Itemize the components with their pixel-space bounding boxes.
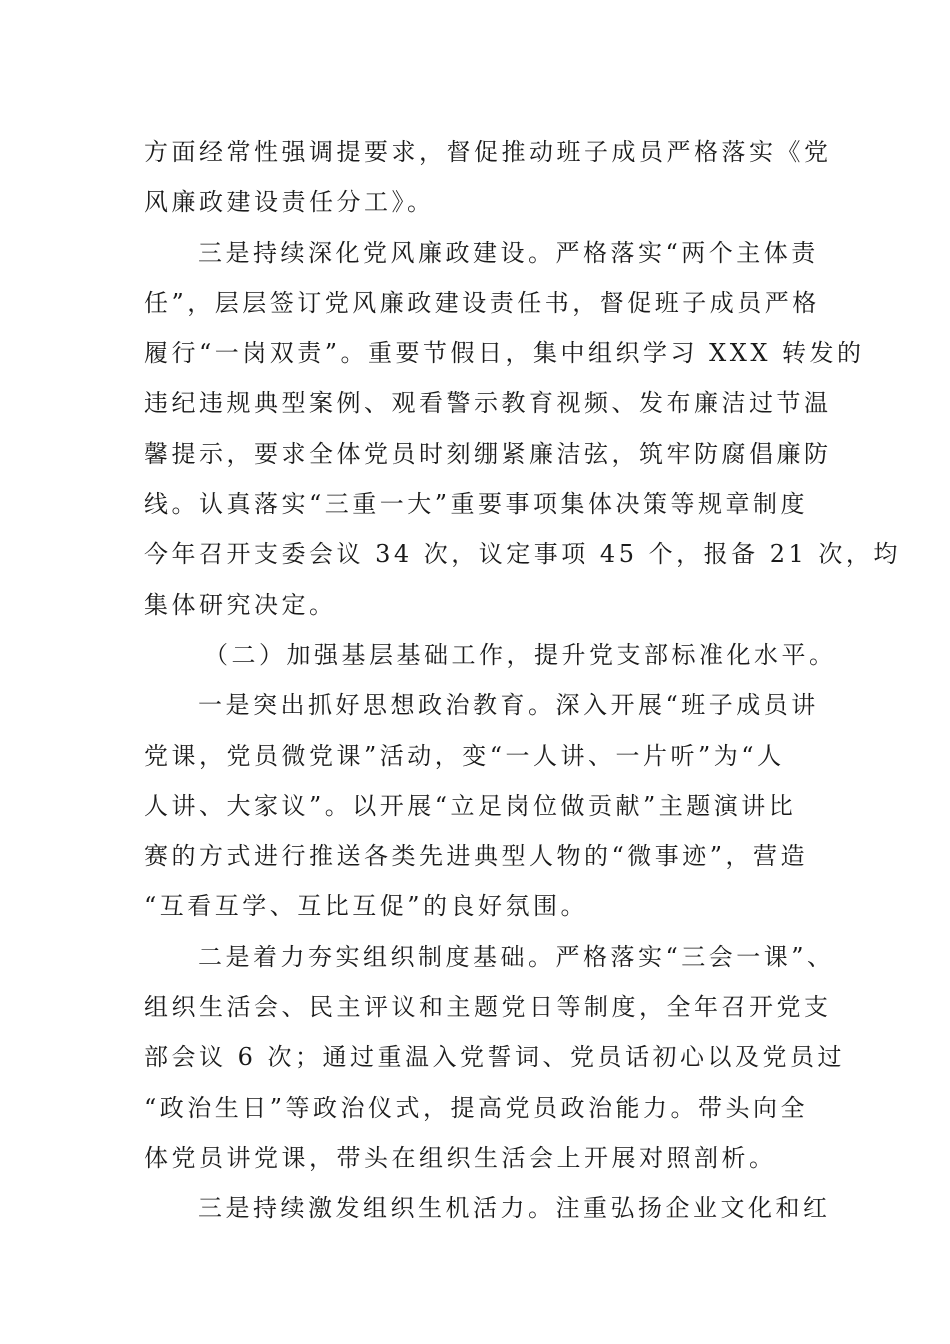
paragraph-start-line: 一是突出抓好思想政治教育。深入开展“班子成员讲: [198, 691, 819, 720]
text-line: “政治生日”等政治仪式，提高党员政治能力。带头向全: [144, 1093, 809, 1122]
paragraph-start-line: 二是着力夯实组织制度基础。严格落实“三会一课”、: [198, 942, 835, 971]
text-line: 集体研究决定。: [144, 590, 337, 619]
text-line: 风廉政建设责任分工》。: [144, 188, 435, 217]
text-line: 任”，层层签订党风廉政建设责任书，督促班子成员严格: [144, 288, 820, 317]
text-line: 党课，党员微党课”活动，变“一人讲、一片听”为“人: [144, 741, 785, 770]
paragraph-start-line: 三是持续深化党风廉政建设。严格落实“两个主体责: [198, 238, 819, 267]
text-line: 履行“一岗双责”。重要节假日，集中组织学习 XXX 转发的: [144, 339, 865, 368]
text-line: 人讲、大家议”。以开展“立足岗位做贡献”主题演讲比: [144, 791, 797, 820]
text-line: 组织生活会、民主评议和主题党日等制度，全年召开党支: [144, 993, 832, 1022]
paragraph-start-line: 三是持续激发组织生机活力。注重弘扬企业文化和红: [198, 1194, 831, 1223]
text-line: 违纪违规典型案例、观看警示教育视频、发布廉洁过节温: [144, 389, 832, 418]
text-line: “互看互学、互比互促”的良好氛围。: [144, 892, 589, 921]
text-line: 部会议 6 次；通过重温入党誓词、党员话初心以及党员过: [144, 1043, 846, 1072]
text-line: 今年召开支委会议 34 次，议定事项 45 个，报备 21 次，均: [144, 540, 901, 569]
text-line: 体党员讲党课，带头在组织生活会上开展对照剖析。: [144, 1143, 777, 1172]
document-body: [144, 127, 901, 1234]
text-line: 赛的方式进行推送各类先进典型人物的“微事迹”，营造: [144, 842, 809, 871]
text-line: 线。认真落实“三重一大”重要事项集体决策等规章制度: [144, 490, 809, 519]
text-line: 馨提示，要求全体党员时刻绷紧廉洁弦，筑牢防腐倡廉防: [144, 439, 832, 468]
section-heading: （二）加强基层基础工作，提升党支部标准化水平。: [204, 640, 837, 669]
text-line: 方面经常性强调提要求，督促推动班子成员严格落实《党: [144, 138, 832, 166]
